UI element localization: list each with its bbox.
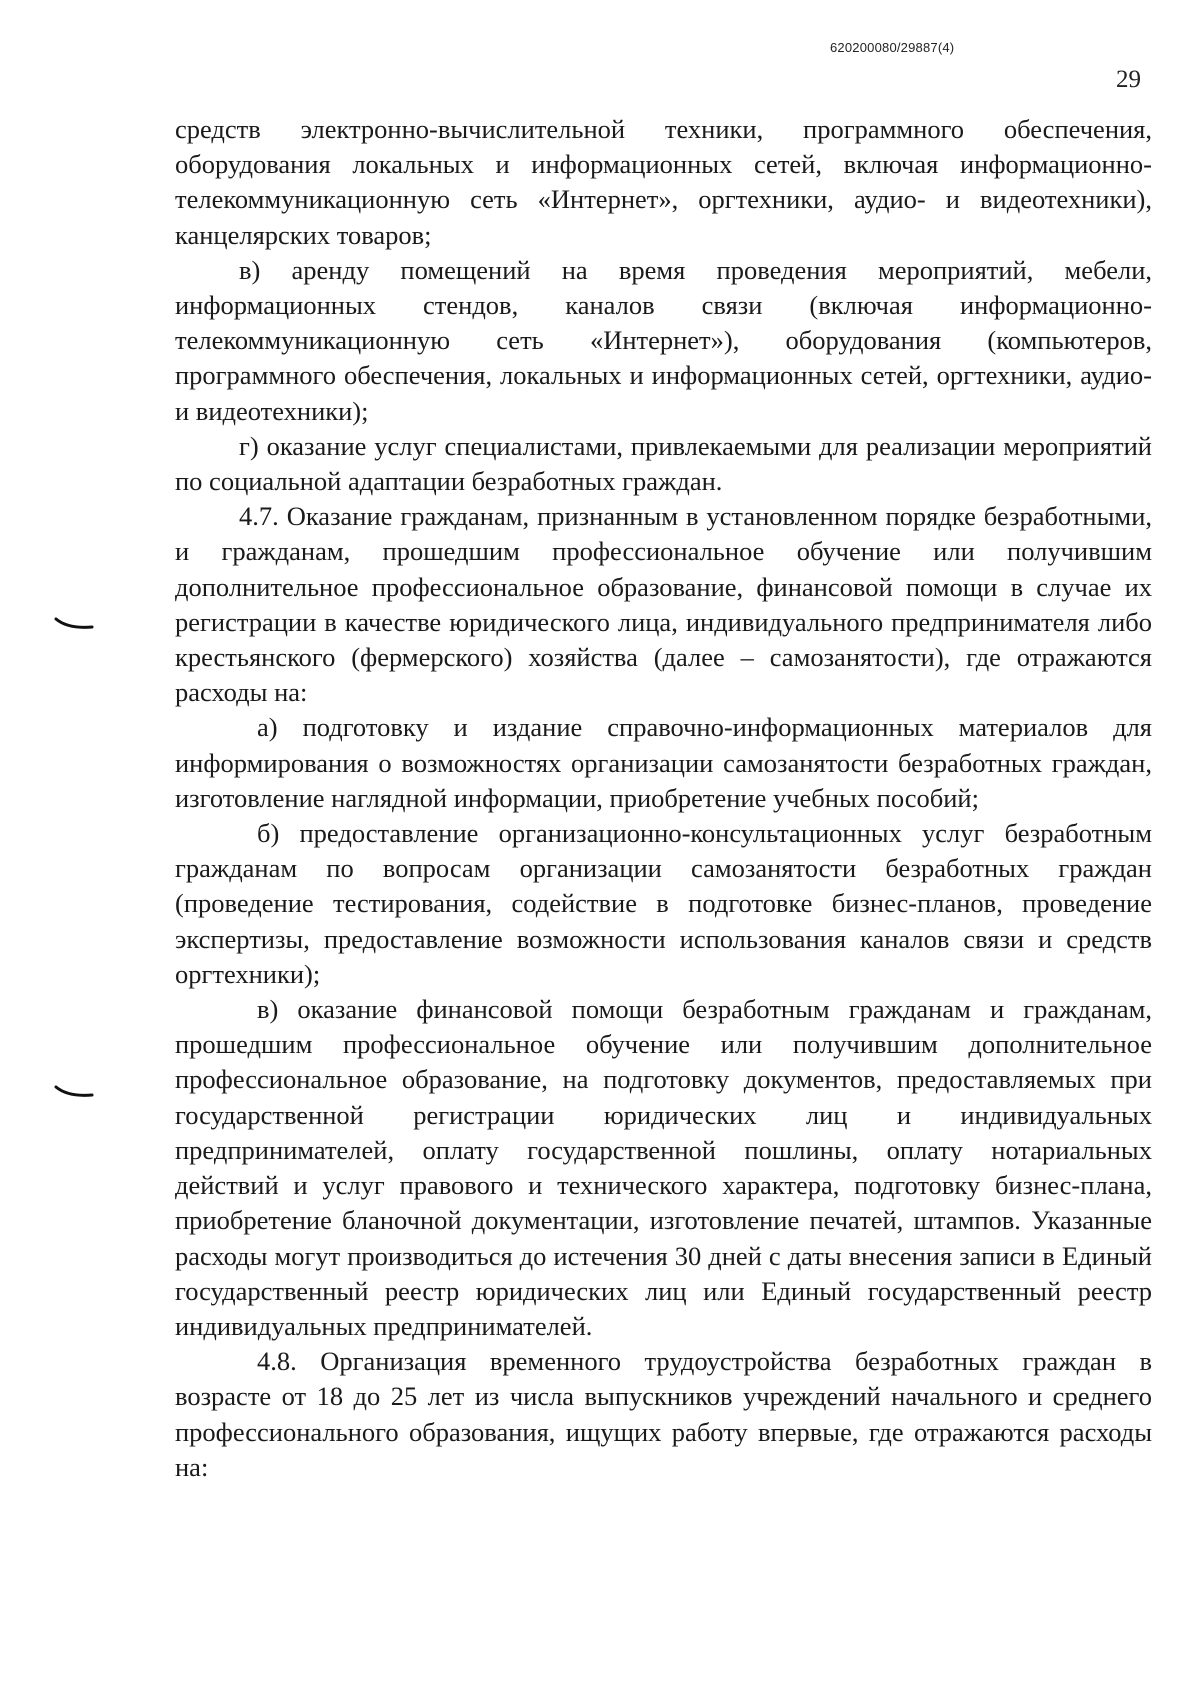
binding-hole-mark bbox=[54, 1085, 94, 1099]
document-id: 620200080/29887(4) bbox=[830, 40, 955, 55]
paragraph-item-v-financial-aid: в) оказание финансовой помощи безработным гражданам и гражданам, прошедшим профессиональное обучение или получившим дополнительное профессиональное образование, на подготовку документов, предоставляемых при государственной регистрации юридических лиц и индивидуальных предпринимателей, оплату государственной пошлины, оплату нотариальных действий и услуг правового и технического характера, подготовку бизнес-плана, приобретение бланочной документации, изготовление печатей, штампов. Указанные расходы могут производиться до истечения 30 дней с даты внесения записи в Единый государственный реестр юридических лиц или Единый государственный реестр индивидуальных предпринимателей. bbox=[175, 994, 1152, 1341]
paragraph-continuation: средств электронно-вычислительной техники, программного обеспечения, оборудования локальных и информационных сетей, включая информационно-телекоммуникационную сеть «Интернет», оргтехники, аудио- и видеотехники), канцелярских товаров; bbox=[175, 114, 1152, 250]
paragraph-item-a-publishing: а) подготовку и издание справочно-информационных материалов для информирования о возможностях организации самозанятости безработных граждан, изготовление наглядной информации, приобретение учебных пособий; bbox=[175, 712, 1152, 813]
page-number: 29 bbox=[1116, 66, 1141, 93]
document-body bbox=[175, 112, 1152, 1485]
paragraph-section-4-8: 4.8. Организация временного трудоустройства безработных граждан в возрасте от 18 до 25 лет из числа выпускников учреждений начального и среднего профессионального образования, ищущих работу впервые, где отражаются расходы на: bbox=[175, 1346, 1152, 1482]
paragraph-item-b-consulting: б) предоставление организационно-консультационных услуг безработным гражданам по вопросам организации самозанятости безработных граждан (проведение тестирования, содействие в подготовке бизнес-планов, проведение экспертизы, предоставление возможности использования каналов связи и средств оргтехники); bbox=[175, 818, 1152, 989]
paragraph-item-v-rent: в) аренду помещений на время проведения мероприятий, мебели, информационных стендов, каналов связи (включая информационно-телекоммуникационную сеть «Интернет»), оборудования (компьютеров, программного обеспечения, локальных и информационных сетей, оргтехники, аудио- и видеотехники); bbox=[175, 254, 1152, 426]
binding-hole-mark bbox=[54, 617, 94, 631]
paragraph-item-g-services: г) оказание услуг специалистами, привлекаемыми для реализации мероприятий по социальной адаптации безработных граждан. bbox=[175, 430, 1152, 497]
paragraph-section-4-7: 4.7. Оказание гражданам, признанным в установленном порядке безработными, и гражданам, прошедшим профессиональное обучение или получившим дополнительное профессиональное образование, финансовой помощи в случае их регистрации в качестве юридического лица, индивидуального предпринимателя либо крестьянского (фермерского) хозяйства (далее – самозанятости), где отражаются расходы на: bbox=[175, 501, 1152, 708]
